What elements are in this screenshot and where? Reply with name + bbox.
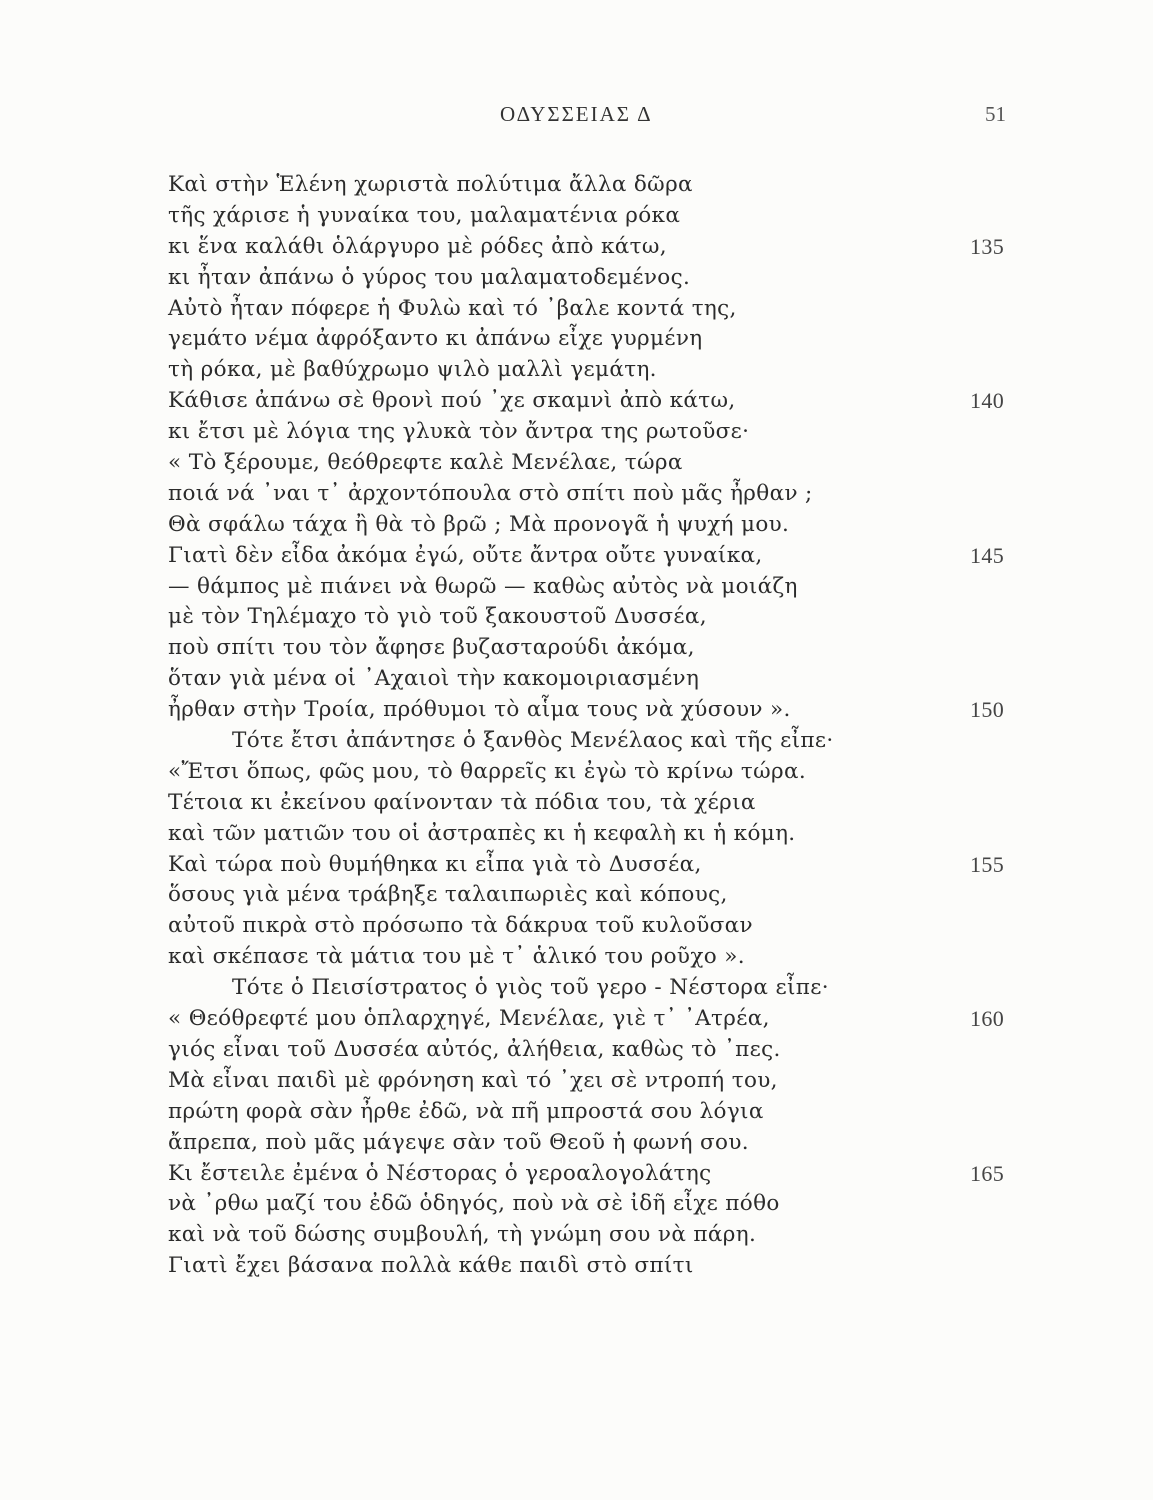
verse-text: καὶ νὰ τοῦ δώσης συμβουλή, τὴ γνώμη σου νὰ πάρη.	[168, 1222, 757, 1248]
verse-line	[168, 201, 1048, 232]
line-number: 150	[970, 697, 1005, 723]
verse-text: Γιατὶ ἔχει βάσανα πολλὰ κάθε παιδὶ στὸ σπίτι	[168, 1253, 694, 1279]
verse-line	[168, 1097, 1048, 1128]
verse-text: κι ἕνα καλάθι ὁλάργυρο μὲ ρόδες ἀπὸ κάτω,	[168, 233, 667, 259]
verse-text: « Θεόθρεφτέ μου ὁπλαρχηγέ, Μενέλαε, γιὲ τ᾽ ᾽Ατρέα,	[168, 1006, 770, 1032]
verse-text: Καὶ τώρα ποὺ θυμήθηκα κι εἶπα γιὰ τὸ Δυσσέα,	[168, 851, 702, 877]
verse-text: τὴ ρόκα, μὲ βαθύχρωμο ψιλὸ μαλλὶ γεμάτη.	[168, 357, 657, 383]
verse-text: Κάθισε ἀπάνω σὲ θρονὶ πού ᾽χε σκαμνὶ ἀπὸ κάτω,	[168, 388, 736, 414]
verse-line	[168, 602, 1048, 633]
verse-line	[168, 819, 1048, 850]
verse-line	[168, 232, 1048, 263]
line-number: 145	[970, 542, 1005, 568]
verse-text: ἄπρεπα, ποὺ μᾶς μάγεψε σὰν τοῦ Θεοῦ ἡ φωνή σου.	[168, 1129, 749, 1155]
verse-line	[168, 788, 1048, 819]
verse-line	[168, 1066, 1048, 1097]
verse-line	[168, 1159, 1048, 1190]
verse-line	[168, 695, 1048, 726]
verse-text: Γιατὶ δὲν εἶδα ἀκόμα ἐγώ, οὔτε ἄντρα οὔτε γυναίκα,	[168, 542, 763, 568]
verse-line	[168, 294, 1048, 325]
verse-line	[168, 726, 1048, 757]
verse-text: « Τὸ ξέρουμε, θεόθρεφτε καλὲ Μενέλαε, τώρα	[168, 450, 683, 476]
verse-text: Θὰ σφάλω τάχα ἢ θὰ τὸ βρῶ ; Μὰ προνογᾶ ἡ ψυχή μου.	[168, 511, 790, 537]
verse-text: αὐτοῦ πικρὰ στὸ πρόσωπο τὰ δάκρυα τοῦ κυλοῦσαν	[168, 913, 753, 939]
verse-text: ἦρθαν στὴν Τροία, πρόθυμοι τὸ αἷμα τους νὰ χύσουν ».	[168, 697, 791, 723]
verse-text: Καὶ στὴν Ἑλένη χωριστὰ πολύτιμα ἄλλα δῶρα	[168, 172, 693, 197]
line-number: 165	[970, 1160, 1005, 1186]
verse-text: «Ἔτσι ὅπως, φῶς μου, τὸ θαρρεῖς κι ἐγὼ τὸ κρίνω τώρα.	[168, 758, 806, 784]
verse-line	[168, 1035, 1048, 1066]
verse-line	[168, 510, 1048, 541]
verse-line	[168, 1220, 1048, 1251]
verse-line	[168, 417, 1048, 448]
verse-line	[168, 911, 1048, 942]
verse-line	[168, 633, 1048, 664]
verse-text: ποὺ σπίτι του τὸν ἄφησε βυζασταρούδι ἀκόμα,	[168, 635, 695, 661]
line-number: 140	[970, 388, 1005, 414]
verse-text: Αὐτὸ ἦταν πόφερε ἡ Φυλὼ καὶ τό ᾽βαλε κοντά της,	[168, 295, 737, 321]
verse-line	[168, 324, 1048, 355]
verse-text: — θάμπος μὲ πιάνει νὰ θωρῶ — καθὼς αὐτὸς νὰ μοιάζη	[168, 573, 798, 599]
verse-line	[168, 170, 1048, 201]
line-number: 155	[970, 851, 1005, 877]
verse-line	[168, 263, 1048, 294]
verse-line	[168, 942, 1048, 973]
verse-text: νὰ ᾽ρθω μαζί του ἐδῶ ὁδηγός, ποὺ νὰ σὲ ἰδῆ εἶχε πόθο	[168, 1191, 780, 1217]
running-title: ΟΔΥΣΣΕΙΑΣ Δ	[500, 102, 653, 126]
line-number: 160	[970, 1006, 1005, 1032]
verse-line	[168, 664, 1048, 695]
verse-line	[168, 880, 1048, 911]
verse-text: Τέτοια κι ἐκείνου φαίνονταν τὰ πόδια του, τὰ χέρια	[168, 789, 756, 815]
verse-text: τῆς χάρισε ἡ γυναίκα του, μαλαματένια ρόκα	[168, 202, 681, 228]
verse-text: γιός εἶναι τοῦ Δυσσέα αὐτός, ἀλήθεια, καθὼς τὸ ᾽πες.	[168, 1036, 781, 1062]
verse-line	[168, 850, 1048, 881]
verse-line	[168, 386, 1048, 417]
verse-text: πρώτη φορὰ σὰν ἦρθε ἐδῶ, νὰ πῆ μπροστά σου λόγια	[168, 1098, 764, 1124]
verse-text: γεμάτο νέμα ἀφρόξαντο κι ἀπάνω εἶχε γυρμένη	[168, 326, 703, 352]
verse-block	[168, 170, 1048, 1282]
running-header	[0, 102, 1153, 132]
verse-text: ὅσους γιὰ μένα τράβηξε ταλαιπωριὲς καὶ κόπους,	[168, 882, 728, 908]
verse-text: κι ἦταν ἀπάνω ὁ γύρος του μαλαματοδεμένος.	[168, 264, 691, 290]
verse-text: Μὰ εἶναι παιδὶ μὲ φρόνηση καὶ τό ᾽χει σὲ ντροπή του,	[168, 1067, 778, 1093]
verse-line	[168, 541, 1048, 572]
verse-line	[168, 1128, 1048, 1159]
verse-text: ποιά νά ᾽ναι τ᾽ ἀρχοντόπουλα στὸ σπίτι ποὺ μᾶς ἦρθαν ;	[168, 480, 813, 506]
verse-line	[168, 1251, 1048, 1282]
verse-text: Κι ἔστειλε ἐμένα ὁ Νέστορας ὁ γεροαλογολάτης	[168, 1160, 712, 1186]
verse-text: Τότε ἔτσι ἀπάντησε ὁ ξανθὸς Μενέλαος καὶ τῆς εἶπε·	[232, 728, 834, 754]
verse-line	[168, 448, 1048, 479]
verse-line	[168, 973, 1048, 1004]
verse-line	[168, 757, 1048, 788]
verse-text: Τότε ὁ Πεισίστρατος ὁ γιὸς τοῦ γερο - Νέστορα εἶπε·	[232, 975, 829, 1001]
verse-text: κι ἔτσι μὲ λόγια της γλυκὰ τὸν ἄντρα της ρωτοῦσε·	[168, 419, 750, 445]
line-number: 135	[970, 233, 1005, 259]
verse-text: μὲ τὸν Τηλέμαχο τὸ γιὸ τοῦ ξακουστοῦ Δυσσέα,	[168, 604, 707, 630]
verse-text: καὶ σκέπασε τὰ μάτια του μὲ τ᾽ ἁλικό του ροῦχο ».	[168, 944, 745, 970]
verse-line	[168, 479, 1048, 510]
verse-line	[168, 1004, 1048, 1035]
verse-line	[168, 1189, 1048, 1220]
verse-line	[168, 572, 1048, 603]
verse-line	[168, 355, 1048, 386]
page-number: 51	[985, 102, 1006, 126]
verse-text: καὶ τῶν ματιῶν του οἱ ἀστραπὲς κι ἡ κεφαλὴ κι ἡ κόμη.	[168, 820, 796, 846]
verse-text: ὅταν γιὰ μένα οἱ ᾽Αχαιοὶ τὴν κακομοιριασμένη	[168, 666, 700, 692]
